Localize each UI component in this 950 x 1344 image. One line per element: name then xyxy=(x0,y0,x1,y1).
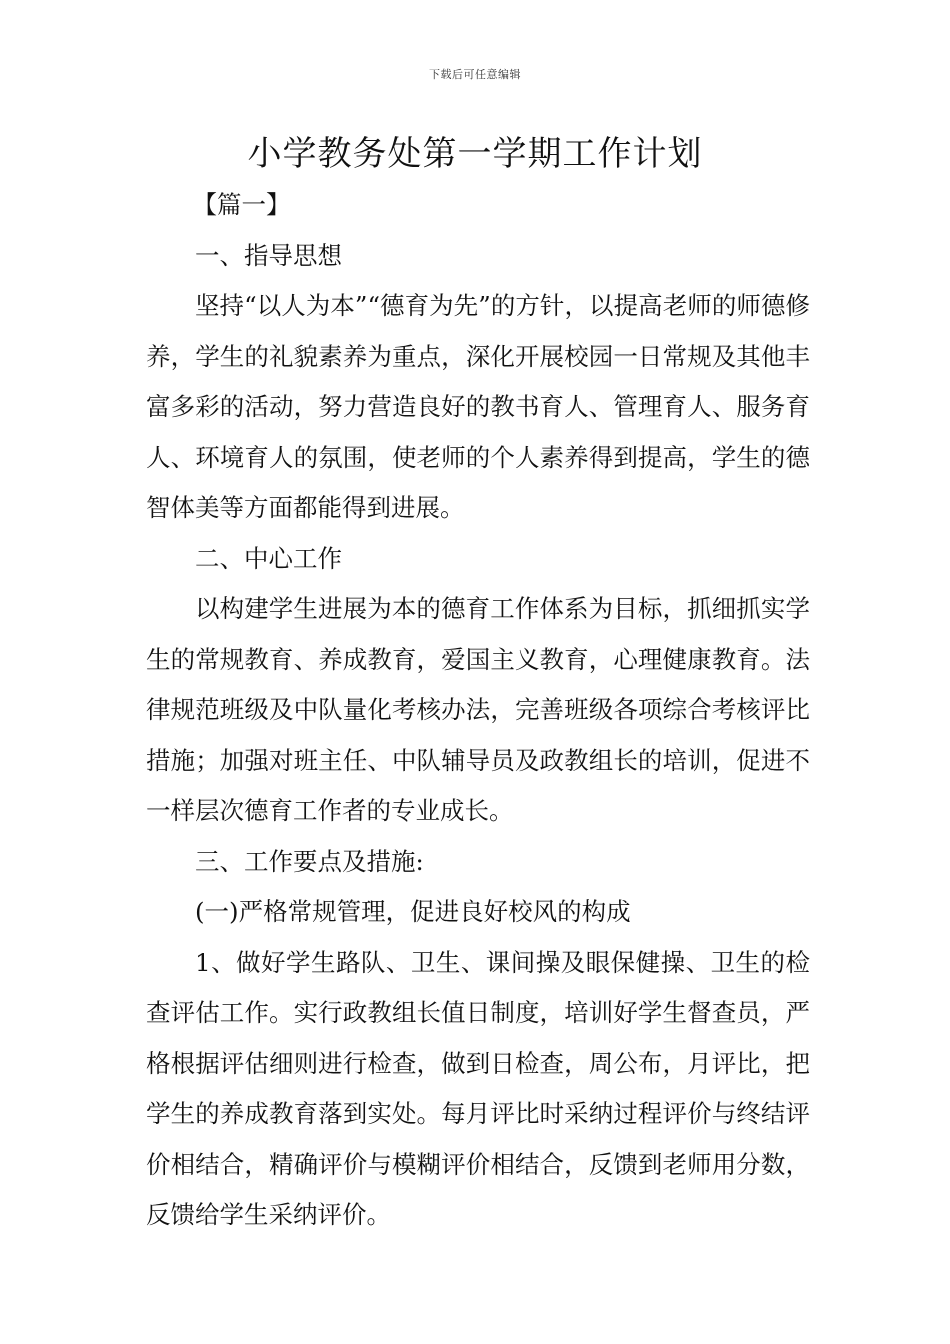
document-title: 小学教务处第一学期工作计划 xyxy=(247,134,703,174)
section-tag: 【篇一】 xyxy=(192,190,291,219)
paragraph-item-1: 1、做好学生路队、卫生、课间操及眼保健操、卫生的检查评估工作。实行政教组长值日制度，培训好学生督查员，严格根据评估细则进行检查，做到日检查，周公布，月评比，把学生的养成教育落到实处。每月评比时采纳过程评价与终结评价相结合，精确评价与模糊评价相结合，反馈到老师用分数，反馈给学生采纳评价。 xyxy=(146,947,810,1229)
document-body xyxy=(146,180,810,1241)
heading-key-points: 三、工作要点及措施: xyxy=(195,846,424,876)
header-note: 下载后可任意编辑 xyxy=(429,68,521,81)
heading-guiding-ideology: 一、指导思想 xyxy=(195,240,342,270)
heading-central-work: 二、中心工作 xyxy=(195,543,342,573)
subheading-routine-management: (一)严格常规管理，促进良好校风的构成 xyxy=(195,897,631,926)
paragraph-guiding-ideology: 坚持“以人为本”“德育为先”的方针，以提高老师的师德修养，学生的礼貌素养为重点，深化开展校园一日常规及其他丰富多彩的活动，努力营造良好的教书育人、管理育人、服务育人、环境育人的氛围，使老师的个人素养得到提高，学生的德智体美等方面都能得到进展。 xyxy=(146,291,810,522)
paragraph-central-work: 以构建学生进展为本的德育工作体系为目标，抓细抓实学生的常规教育、养成教育，爱国主义教育，心理健康教育。法律规范班级及中队量化考核办法，完善班级各项综合考核评比措施；加强对班主任、中队辅导员及政教组长的培训，促进不一样层次德育工作者的专业成长。 xyxy=(146,594,810,825)
